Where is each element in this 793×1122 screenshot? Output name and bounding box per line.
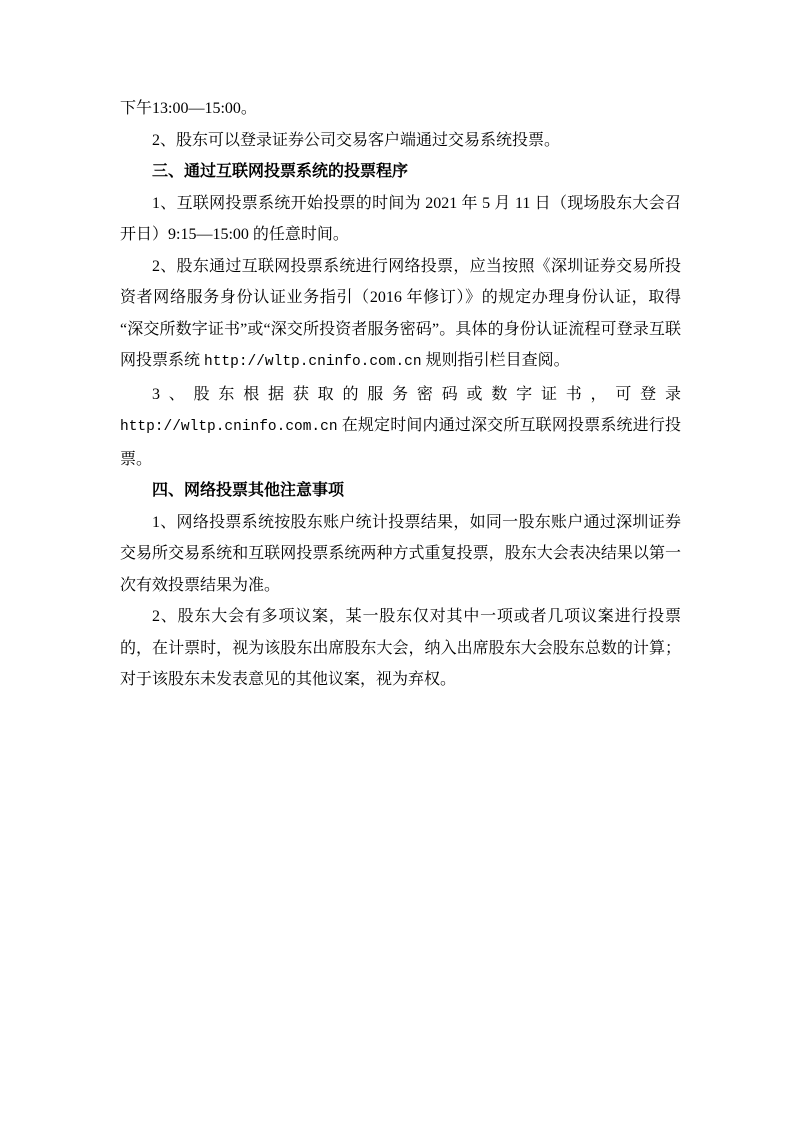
- paragraph-internet-voting-time: 1、互联网投票系统开始投票的时间为 2021 年 5 月 11 日（现场股东大会召开日）9:15—15:00 的任意时间。: [120, 194, 681, 243]
- section-heading-other-notes: 四、网络投票其他注意事项: [152, 482, 345, 499]
- document-content: [120, 93, 681, 696]
- paragraph-trading-system-voting: 2、股东可以登录证券公司交易客户端通过交易系统投票。: [152, 131, 561, 149]
- paragraph-text: 3、股东根据获取的服务密码或数字证书，可登录: [152, 385, 681, 403]
- url-text: http://wltp.cninfo.com.cn: [120, 419, 338, 435]
- paragraph-voting-afternoon-time: 下午13:00—15:00。: [120, 100, 257, 117]
- paragraph-login-and-vote: [120, 379, 681, 476]
- paragraph-text: 在规定时间内通过深交所互联网投票系统进行投票。: [120, 417, 681, 468]
- paragraph-partial-voting-rule: 2、股东大会有多项议案，某一股东仅对其中一项或者几项议案进行投票的，在计票时，视为该股东出席股东大会，纳入出席股东大会股东总数的计算；对于该股东未发表意见的其他议案，视为弃权。: [120, 608, 681, 688]
- paragraph-text: 2、股东通过互联网投票系统进行网络投票，应当按照《深圳证券交易所投资者网络服务身份认证业务指引（2016 年修订）》的规定办理身份认证，取得“深交所数字证书”或“深交所投资者服务密码”。具体的身份认证流程可登录互联网投票系统: [120, 257, 681, 369]
- section-heading-internet-voting-procedure: 三、通过互联网投票系统的投票程序: [152, 163, 409, 180]
- paragraph-duplicate-voting-rule: 1、网络投票系统按股东账户统计投票结果，如同一股东账户通过深圳证券交易所交易系统和互联网投票系统两种方式重复投票，股东大会表决结果以第一次有效投票结果为准。: [120, 513, 681, 594]
- paragraph-identity-authentication: [120, 251, 681, 379]
- url-text: http://wltp.cninfo.com.cn: [204, 354, 422, 370]
- paragraph-text: 规则指引栏目查阅。: [421, 352, 570, 369]
